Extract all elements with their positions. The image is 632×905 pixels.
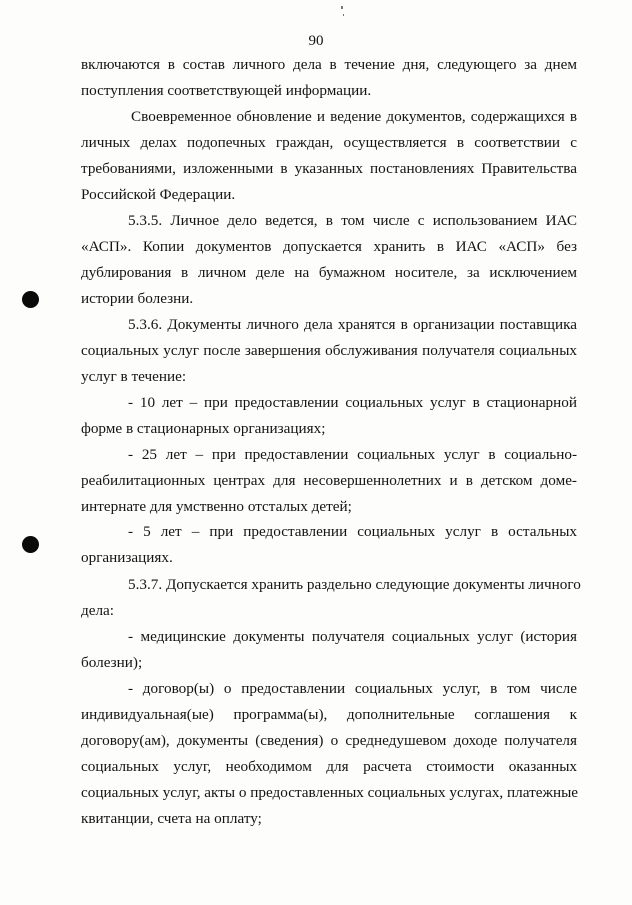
text-line: - договор(ы) о предоставлении социальных услуг, в том числе	[128, 680, 577, 697]
text-line: личных делах подопечных граждан, осуществляется в соответствии с	[81, 134, 577, 151]
text-line: - медицинские документы получателя социальных услуг (история	[128, 628, 577, 645]
text-line: Своевременное обновление и ведение документов, содержащихся в	[131, 108, 577, 125]
text-line: 5.3.5. Личное дело ведется, в том числе с использованием ИАС	[128, 212, 577, 229]
text-line: включаются в состав личного дела в течение дня, следующего за днем	[81, 56, 577, 73]
text-line: услуг в течение:	[81, 368, 187, 385]
text-line: дела:	[81, 602, 115, 619]
text-line: дублирования в личном деле на бумажном носителе, за исключением	[81, 264, 577, 281]
page-number: 90	[308, 33, 324, 49]
text-line: - 10 лет – при предоставлении социальных услуг в стационарной	[128, 394, 577, 411]
text-line: социальных услуг, необходимом для расчета стоимости оказанных	[81, 758, 577, 775]
text-line: Российской Федерации.	[81, 186, 236, 203]
text-line: интернате для умственно отсталых детей;	[81, 498, 352, 515]
text-line: социальных услуг, акты о предоставленных социальных услугах, платежные	[81, 784, 579, 801]
text-line: истории болезни.	[81, 290, 194, 307]
text-line: поступления соответствующей информации.	[81, 82, 372, 99]
scan-speck	[343, 14, 344, 16]
text-line: требованиями, изложенными в указанных постановлениях Правительства	[81, 160, 577, 177]
scan-speck	[341, 6, 343, 9]
punch-hole	[22, 291, 39, 308]
text-line: социальных услуг после завершения обслуживания получателя социальных	[81, 342, 577, 359]
text-line: 5.3.6. Документы личного дела хранятся в организации поставщика	[128, 316, 577, 333]
text-line: индивидуальная(ые) программа(ы), дополнительные соглашения к	[81, 706, 577, 723]
text-line: реабилитационных центрах для несовершеннолетних и в детском доме-	[81, 472, 577, 489]
text-line: договору(ам), документы (сведения) о среднедушевом доходе получателя	[81, 732, 577, 749]
text-line: организациях.	[81, 549, 173, 566]
text-line: - 25 лет – при предоставлении социальных услуг в социально-	[128, 446, 577, 463]
text-line: квитанции, счета на оплату;	[81, 810, 262, 827]
text-line: «АСП». Копии документов допускается хранить в ИАС «АСП» без	[81, 238, 577, 255]
text-line: 5.3.7. Допускается хранить раздельно следующие документы личного	[128, 576, 581, 593]
punch-hole	[22, 536, 39, 553]
text-line: болезни);	[81, 654, 143, 671]
text-line: - 5 лет – при предоставлении социальных услуг в остальных	[128, 523, 577, 540]
text-line: форме в стационарных организациях;	[81, 420, 326, 437]
